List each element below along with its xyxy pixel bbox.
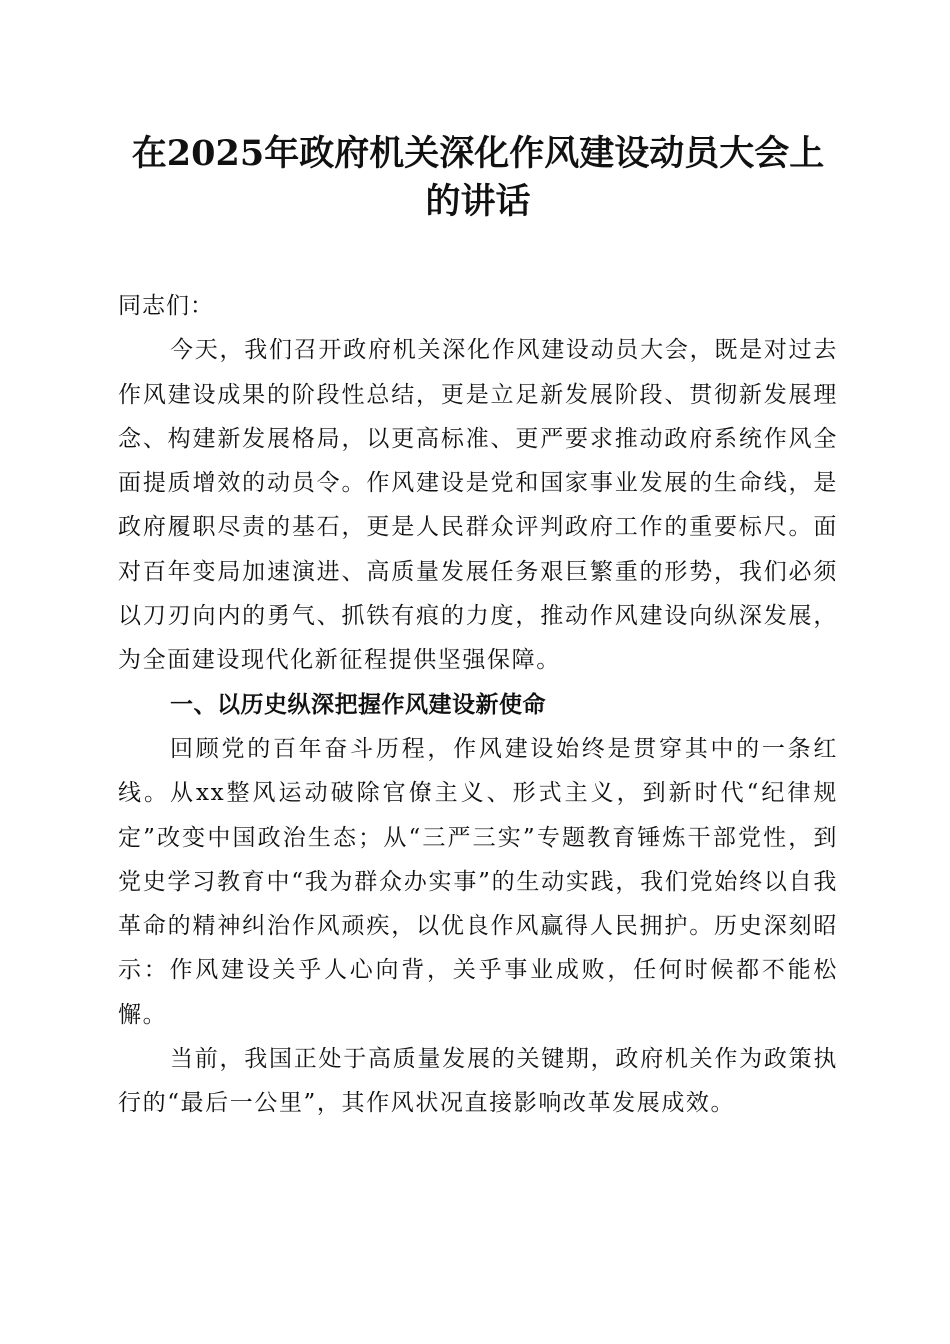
title-line-2: 的讲话 — [425, 181, 531, 222]
section-heading: 一、以历史纵深把握作风建设新使命 — [170, 691, 546, 718]
title-line-1: 在2025年政府机关深化作风建设动员大会上 — [131, 133, 825, 174]
document-page — [118, 130, 838, 1126]
salutation: 同志们： — [118, 293, 214, 319]
document-title — [118, 130, 838, 226]
intro-paragraph: 今天，我们召开政府机关深化作风建设动员大会，既是对过去作风建设成果的阶段性总结，更是立足新发展阶段、贯彻新发展理念、构建新发展格局，以更高标准、更严要求推动政府系统作风全面提质增效的动员令。作风建设是党和国家事业发展的生命线，是政府履职尽责的基石，更是人民群众评判政府工作的重要标尺。面对百年变局加速演进、高质量发展任务艰巨繁重的形势，我们必须以刀刃向内的勇气、抓铁有痕的力度，推动作风建设向纵深发展，为全面建设现代化新征程提供坚强保障。 — [118, 337, 838, 674]
document-body — [118, 284, 838, 1126]
section-paragraph: 回顾党的百年奋斗历程，作风建设始终是贯穿其中的一条红线。从xx整风运动破除官僚主义、形式主义，到新时代“纪律规定”改变中国政治生态；从“三严三实”专题教育锤炼干部党性，到党史学习教育中“我为群众办实事”的生动实践，我们党始终以自我革命的精神纠治作风顽疾，以优良作风赢得人民拥护。历史深刻昭示：作风建设关乎人心向背，关乎事业成败，任何时候都不能松懈。 — [118, 735, 838, 1028]
section-paragraph: 当前，我国正处于高质量发展的关键期，政府机关作为政策执行的“最后一公里”，其作风状况直接影响改革发展成效。 — [118, 1046, 838, 1117]
